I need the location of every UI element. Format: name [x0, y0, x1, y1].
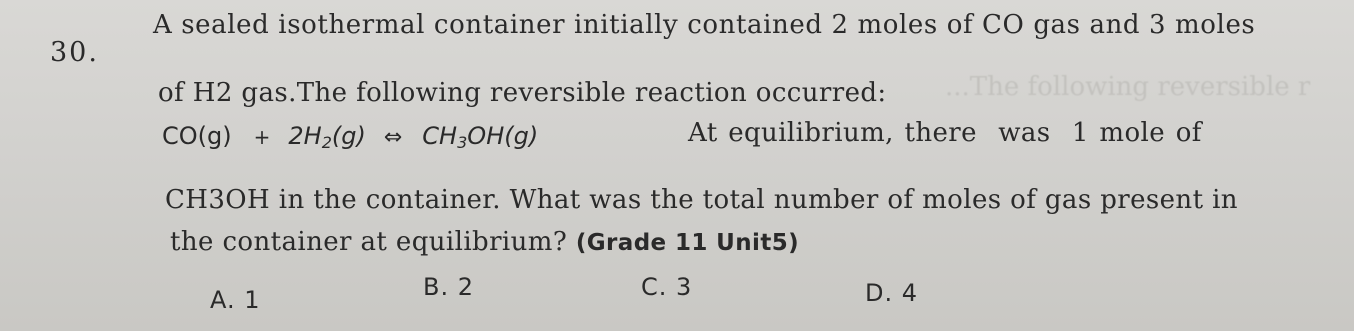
product-ch3oh-b: OH(g): [467, 122, 539, 150]
product-ch3oh-a: CH: [422, 122, 458, 150]
reactant-h2-subscript: 2: [321, 133, 332, 152]
option-c[interactable]: C. 3: [641, 273, 693, 301]
question-text-line-1: A sealed isothermal container initially contained 2 moles of CO gas and 3 moles: [153, 10, 1256, 40]
reactant-h2-coef: 2H: [288, 122, 322, 150]
question-number: 30.: [50, 37, 99, 68]
reactant-h2-state: (g): [331, 122, 366, 150]
chemical-equation: [162, 122, 538, 152]
option-a[interactable]: A. 1: [210, 286, 261, 314]
question-text-line-5: [170, 227, 799, 257]
plus-sign: +: [253, 125, 271, 149]
option-d[interactable]: D. 4: [865, 279, 919, 307]
bleed-through-text: ...The following reversible r: [945, 72, 1311, 102]
option-b[interactable]: B. 2: [423, 273, 474, 301]
product-ch3oh: [422, 122, 538, 152]
equilibrium-arrow-icon: ⇔: [383, 125, 403, 150]
question-text-line-4: CH3OH in the container. What was the total number of moles of gas present in: [165, 185, 1238, 215]
question-text-line-2: of H2 gas.The following reversible reaction occurred:: [158, 78, 887, 108]
question-text-equilibrium: At equilibrium, there was 1 mole of: [688, 118, 1202, 148]
product-ch3oh-subscript: 3: [457, 133, 468, 152]
reactant-h2: [288, 122, 365, 152]
question-text-line-5-main: the container at equilibrium?: [170, 227, 568, 257]
reactant-co: CO(g): [162, 122, 232, 150]
grade-unit-tag: (Grade 11 Unit5): [575, 230, 800, 256]
